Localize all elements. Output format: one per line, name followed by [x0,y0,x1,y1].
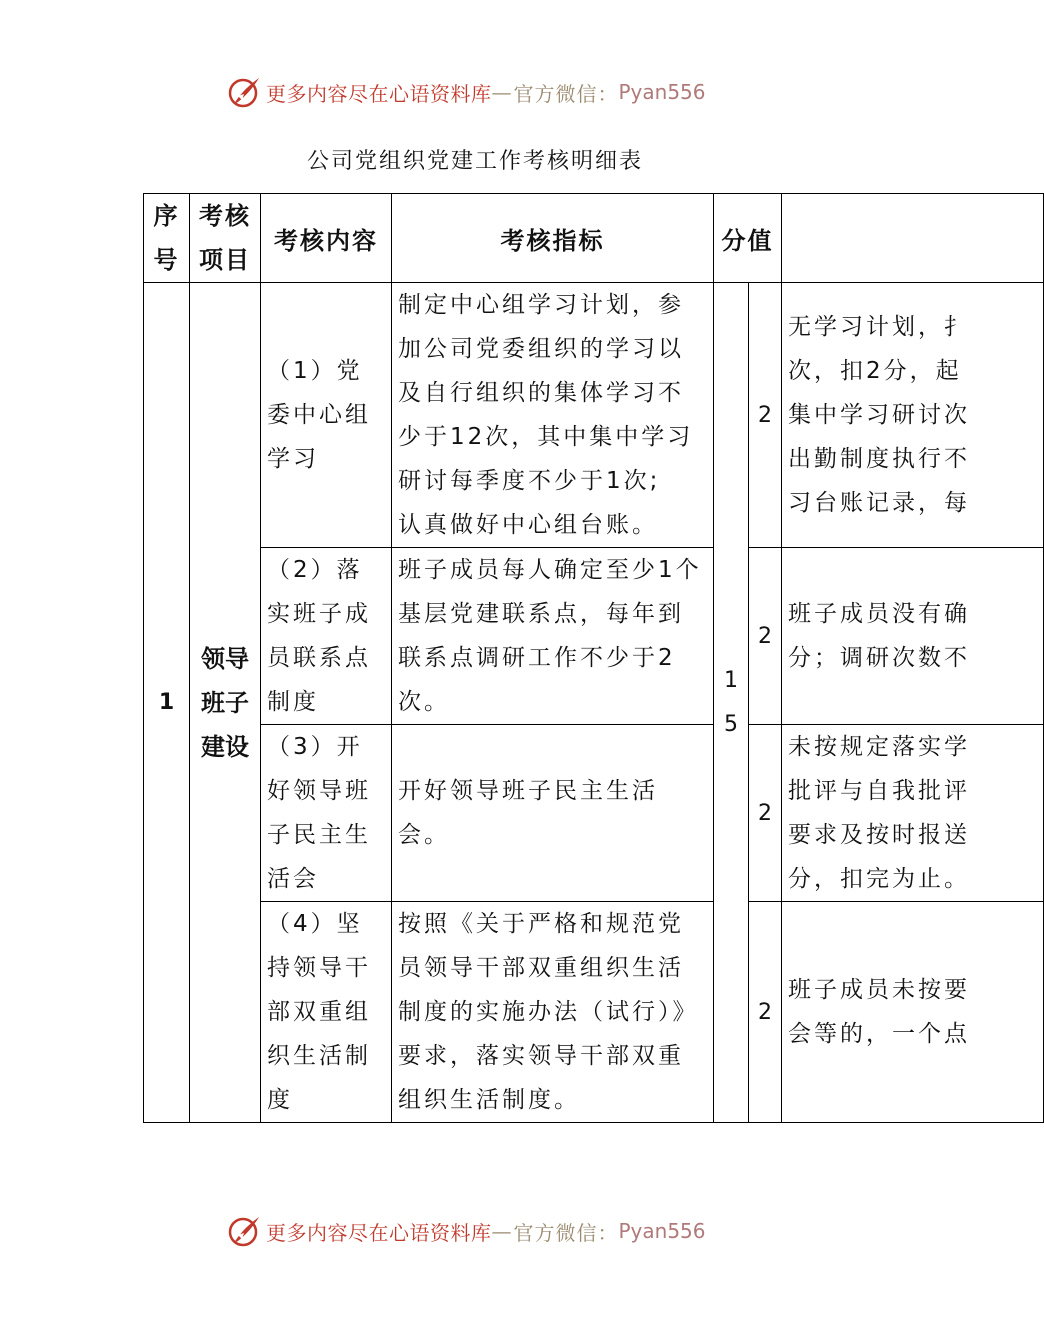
table-row [144,283,1044,548]
row-content: （1）党委中心组学习 [261,283,392,548]
row-rule: 班子成员未按要 会等的，一个点 [782,902,1044,1123]
table-row [144,548,1044,725]
quill-logo-icon [226,1213,262,1249]
row-rule: 无学习计划，扌 次，扣2分，起 集中学习研讨次 出勤制度执行不 习台账记录，每 [782,283,1044,548]
row-rule: 未按规定落实学 批评与自我批评 要求及按时报送 分，扣完为止。 [782,725,1044,902]
header-seq: 序 号 [144,194,190,283]
row-score: 2 [749,548,782,725]
watermark-banner-bottom [226,1211,706,1251]
row-content: （2）落实班子成员联系点制度 [261,548,392,725]
watermark-wechat-id: Pyan556 [618,1219,706,1243]
header-item: 考核 项目 [190,194,261,283]
row-score: 2 [749,283,782,548]
quill-logo-icon [226,74,262,110]
header-indicator: 考核指标 [392,194,714,283]
watermark-separator: — [491,80,512,104]
row-indicator: 开好领导班子民主生活会。 [392,725,714,902]
row-indicator: 制定中心组学习计划，参加公司党委组织的学习以及自行组织的集体学习不少于12次，其中集中学习研讨每季度不少于1次; 认真做好中心组台账。 [392,283,714,548]
header-rule [782,194,1044,283]
table-header-row [144,194,1044,283]
watermark-banner-top [226,72,706,112]
watermark-site-text: 更多内容尽在心语资料库 [266,81,492,106]
section-total-score: 1 5 [714,283,749,1123]
assessment-table [143,193,1044,1123]
page-title: 公司党组织党建工作考核明细表 [306,149,643,174]
watermark-wechat-label: 官方微信： [513,1220,619,1245]
row-indicator: 按照《关于严格和规范党员领导干部双重组织生活制度的实施办法（试行）》要求，落实领导干部双重组织生活制度。 [392,902,714,1123]
watermark-wechat-label: 官方微信： [513,81,619,106]
table-row [144,725,1044,902]
header-score: 分值 [714,194,782,283]
watermark-separator: — [491,1219,512,1243]
row-indicator: 班子成员每人确定至少1个基层党建联系点，每年到联系点调研工作不少于2次。 [392,548,714,725]
section-seq: 1 [144,283,190,1123]
row-content: （4）坚持领导干部双重组织生活制度 [261,902,392,1123]
section-item: 领导 班子 建设 [190,283,261,1123]
watermark-wechat-id: Pyan556 [618,80,706,104]
row-score: 2 [749,725,782,902]
header-content: 考核内容 [261,194,392,283]
row-rule: 班子成员没有确 分；调研次数不 [782,548,1044,725]
row-content: （3）开好领导班子民主生活会 [261,725,392,902]
assessment-table-container [143,193,970,1113]
row-score: 2 [749,902,782,1123]
watermark-site-text: 更多内容尽在心语资料库 [266,1220,492,1245]
table-row [144,902,1044,1123]
